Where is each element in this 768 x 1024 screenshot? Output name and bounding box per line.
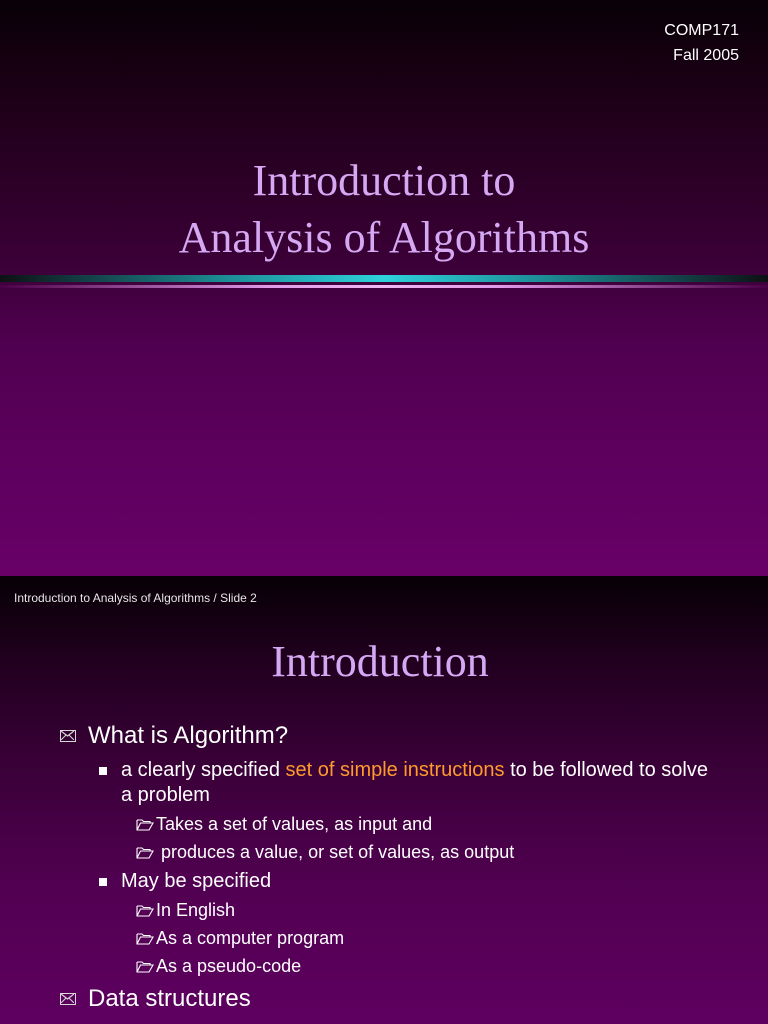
bullet-text: As a pseudo-code	[156, 956, 302, 976]
bullet-list	[0, 576, 768, 1024]
open-folder-icon	[136, 961, 154, 973]
content-slide	[0, 576, 768, 1024]
bullet-text: Takes a set of values, as input and	[156, 814, 433, 834]
divider-cyan	[0, 275, 768, 282]
open-folder-icon	[136, 847, 154, 859]
bullet-text: Data structures	[88, 985, 251, 1012]
slide-title	[0, 152, 768, 266]
title-line-1: Introduction to	[252, 156, 516, 205]
square-icon	[99, 878, 107, 886]
course-code: COMP171	[664, 22, 739, 39]
bullet-text: In English	[156, 900, 236, 920]
course-meta	[664, 18, 739, 68]
bullet-text: As a computer program	[156, 928, 345, 948]
slide-footer: Introduction to Analysis of Algorithms / Slide 2	[14, 591, 257, 605]
title-line-2: Analysis of Algorithms	[178, 213, 590, 262]
envelope-icon	[60, 730, 76, 742]
bullet-text: a clearly specified set of simple instructions to be followed to solve a problem	[121, 759, 708, 806]
bullet-text: produces a value, or set of values, as output	[156, 842, 515, 862]
envelope-icon	[60, 993, 76, 1005]
course-term: Fall 2005	[673, 47, 739, 64]
open-folder-icon	[136, 905, 154, 917]
bullet-text: May be specified	[121, 870, 272, 892]
square-icon	[99, 767, 107, 775]
bullet-text: What is Algorithm?	[88, 722, 289, 749]
divider-pink	[0, 285, 768, 288]
open-folder-icon	[136, 933, 154, 945]
open-folder-icon	[136, 819, 154, 831]
slide-heading: Introduction	[271, 637, 489, 686]
highlighted-text: set of simple instructions	[285, 759, 505, 781]
